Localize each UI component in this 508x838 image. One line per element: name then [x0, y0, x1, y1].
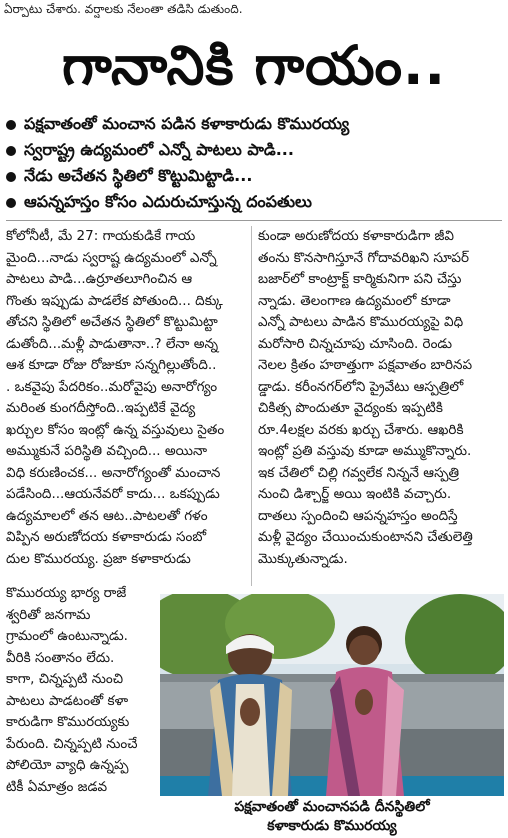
text-line: గొంతు ఇప్పుడు పాడలేక పోతుంది... దిక్కు [6, 292, 223, 309]
text-line: న్నాడు. తెలంగాణ ఉద్యమంలో కూడా [258, 292, 451, 309]
text-line: ఇంట్లో ప్రతి వస్తువు కూడా అమ్ముకొన్నారు. [258, 443, 472, 459]
section-divider [6, 220, 502, 221]
text-line: ఉద్యమాలలో తన ఆట..పాటలతో గళం [6, 507, 208, 524]
photo-caption [160, 798, 504, 836]
bullet-dot-icon [6, 172, 16, 182]
article-column-right [258, 226, 504, 570]
bullet-item [6, 112, 502, 138]
text-line: పోలియో వ్యాధి ఉన్నప్ప [6, 757, 129, 773]
text-line: మళ్లీ వైద్యం చేయించుకుంటానని చేతులెత్తి [258, 529, 473, 545]
bullet-item [6, 138, 502, 164]
text-line: ఎన్నో పాటలు పాడిన కొమురయ్యపై విధి [258, 314, 464, 330]
bullet-item [6, 164, 502, 190]
news-photo [160, 594, 504, 796]
text-line: కాగా, చిన్నప్పటి నుంచి [6, 671, 124, 687]
text-line: పడేసింది...ఆయనేవరో కాదు... ఒకప్పుడు [6, 486, 220, 502]
bullet-dot-icon [6, 120, 16, 130]
text-line: కారుడిగా కొమురయ్యకు [6, 714, 130, 730]
article-column-left [6, 226, 246, 570]
text-line: మరింత కుంగదీస్తోంది..ఇప్పటికే వైద్య [6, 400, 196, 416]
bullet-list [6, 112, 502, 216]
bullet-dot-icon [6, 198, 16, 208]
text-line: అమ్ముకునే పరిస్థితి వచ్చింది... అయినా [6, 443, 208, 459]
article-column-left-continued [6, 583, 154, 798]
caption-line: పక్షవాతంతో మంచానపడి దీనస్థితిలో [234, 799, 430, 815]
headline: గానానికి గాయం.. [62, 34, 446, 97]
text-line: ఆశ కూడా రోజు రోజుకూ సన్నగిల్లుతోంది.. [6, 357, 217, 373]
couple-photo-illustration [160, 594, 504, 796]
text-line: మైంది...నాడు స్వరాష్ట ఉద్యమంలో ఎన్నో [6, 249, 217, 266]
text-line: కుండా అరుణోదయ కళాకారుడిగా జీవి [258, 228, 455, 244]
bullet-text: పక్షవాతంతో మంచాన పడిన కళాకారుడు కొమురయ్య [24, 113, 350, 133]
text-line: నెలల క్రితం హఠాత్తుగా పక్షవాతం బారినప [258, 357, 473, 373]
bullet-text: నేడు అచేతన స్థితిలో కొట్టుమిట్టాడి... [24, 165, 253, 185]
text-line: కొమురయ్య భార్య రాజే [6, 585, 127, 601]
caption-line: కళాకారుడు కొమురయ్య [267, 818, 397, 834]
text-line: మరోసారి చిన్నచూపు చూసింది. రెండు [258, 335, 453, 352]
previous-article-strip: ఏర్పాటు చేశారు. వర్షాలకు నేలంతా తడిసి డుతుంది. [4, 2, 243, 16]
text-line: ఖర్చుల కోసం ఇంట్లో ఉన్న వస్తువులు సైతం [6, 421, 225, 438]
column-divider [251, 226, 252, 586]
text-line: తోచని స్థితిలో అచేతన స్థితిలో కొట్టుమిట్టా [6, 314, 218, 330]
text-line: డుతోంది...మళ్లీ పాడుతానా..? లేనా అన్న [6, 335, 219, 352]
text-line: బజార్‌లో కాంట్రాక్ట్ కార్మికునిగా పని చేస్తు [258, 271, 462, 287]
text-line: శ్వరితో జనగామ [6, 606, 91, 623]
text-line: ఇక చేతిలో చిల్లి గవ్వలేక నిన్ననే ఆస్పత్రి [258, 464, 460, 481]
text-line: విప్పిన అరుణోదయ కళాకారుడు సంబో [6, 529, 207, 545]
text-line: వీరికి సంతానం లేదు. [6, 649, 115, 666]
text-line: పేరుంది. చిన్నప్పటి నుంచే [6, 735, 138, 752]
text-line: నుంచి డిశ్చార్జ్ అయి ఇంటికి వచ్చారు. [258, 486, 452, 502]
text-line: రూ.4లక్షల వరకు ఖర్చు చేశారు. ఆఖరికి [258, 421, 464, 438]
text-line: తంను కొనసాగిస్తూనే గోదావరిఖని సూపర్ [258, 249, 470, 266]
bullet-text: ఆపన్నహస్తం కోసం ఎదురుచూస్తున్న దంపతులు [24, 191, 312, 211]
text-line: పాటలు పాడటంతో కళా [6, 692, 129, 709]
text-line: విధి కరుణించక... అనారోగ్యంతో మంచాన [6, 464, 221, 481]
text-line: చికిత్స పొందుతూ వైద్యంకు ఇప్పటికి [258, 400, 443, 416]
text-line: టికీ ఏమాత్రం జడవ [6, 778, 108, 795]
bullet-dot-icon [6, 146, 16, 156]
text-line: దుల కొమురయ్య. ప్రజా కళాకారుడు [6, 550, 191, 567]
text-line: గ్రామంలో ఉంటున్నాడు. [6, 628, 128, 644]
text-line: మొక్కుతున్నాడు. [258, 550, 348, 567]
text-line: . ఒకవైపు పేదరికం..మరోవైపు అనారోగ్యం [6, 378, 218, 395]
text-line: దాతలు స్పందించి ఆపన్నహస్తం అందిస్తే [258, 507, 458, 524]
text-line: డ్డాడు. కరీంనగర్‌లోని ప్రైవేటు ఆస్పత్రిలో [258, 378, 464, 395]
bullet-item [6, 190, 502, 216]
text-line: కోలోనీటీ, మే 27: గాయకుడికే గాయ [6, 228, 196, 244]
bullet-text: స్వరాష్ట్ర ఉద్యమంలో ఎన్నో పాటలు పాడి... [24, 139, 294, 159]
text-line: పాటలు పాడి...ఉర్రూతలూగించిన ఆ [6, 271, 193, 287]
